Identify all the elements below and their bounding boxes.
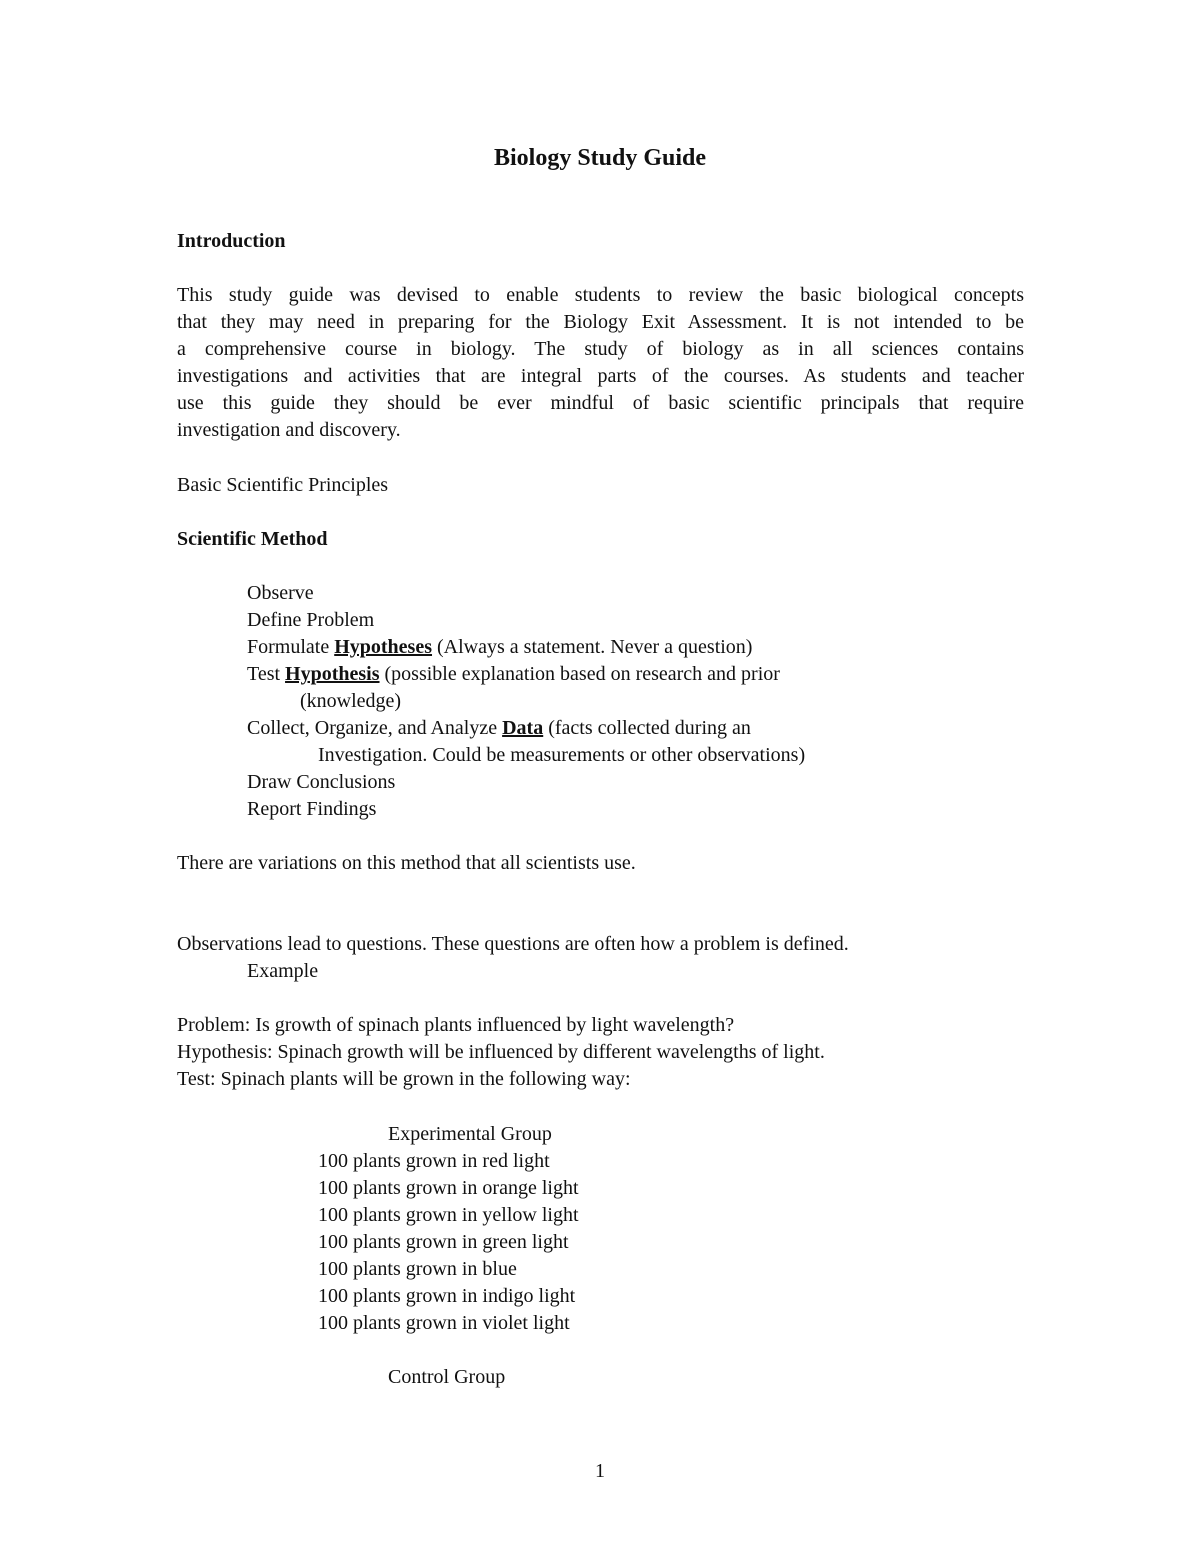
term-hypotheses: Hypotheses	[334, 636, 433, 658]
experimental-group-item: 100 plants grown in green light	[318, 1231, 569, 1253]
term-hypothesis: Hypothesis	[285, 663, 380, 685]
scientific-method-heading: Scientific Method	[177, 528, 328, 550]
example-label: Example	[247, 960, 319, 982]
document-title: Biology Study Guide	[493, 145, 707, 171]
step-test-continuation: (knowledge)	[300, 690, 402, 712]
introduction-line: use this guide they should be ever mindful of basic scientific principals that require	[177, 392, 1024, 414]
step-formulate-prefix: Formulate	[247, 636, 335, 658]
step-collect-data	[247, 715, 751, 742]
step-test-hypothesis	[247, 661, 780, 688]
introduction-heading: Introduction	[177, 230, 286, 252]
introduction-line: investigation and discovery.	[177, 419, 401, 441]
experimental-group-heading: Experimental Group	[388, 1123, 552, 1145]
step-formulate-suffix: (Always a statement. Never a question)	[432, 636, 753, 658]
step-draw-conclusions: Draw Conclusions	[247, 771, 396, 793]
step-collect-continuation: Investigation. Could be measurements or other observations)	[318, 744, 806, 766]
page-number: 1	[595, 1460, 605, 1482]
step-test-suffix: (possible explanation based on research and prior	[379, 663, 780, 685]
step-observe: Observe	[247, 582, 314, 604]
observations-sentence: Observations lead to questions. These questions are often how a problem is defined.	[177, 933, 849, 955]
variations-note: There are variations on this method that all scientists use.	[177, 852, 636, 874]
introduction-line: that they may need in preparing for the Biology Exit Assessment. It is not intended to be	[177, 311, 1024, 333]
experimental-group-item: 100 plants grown in indigo light	[318, 1285, 576, 1307]
introduction-line: This study guide was devised to enable students to review the basic biological concepts	[177, 284, 1024, 306]
step-formulate-hypotheses	[247, 634, 752, 661]
step-report-findings: Report Findings	[247, 798, 377, 820]
experimental-group-item: 100 plants grown in yellow light	[318, 1204, 579, 1226]
term-data: Data	[502, 717, 544, 739]
step-collect-prefix: Collect, Organize, and Analyze	[247, 717, 503, 739]
step-collect-suffix: (facts collected during an	[543, 717, 751, 739]
step-define-problem: Define Problem	[247, 609, 375, 631]
example-test: Test: Spinach plants will be grown in the following way:	[177, 1068, 631, 1090]
control-group-heading: Control Group	[388, 1366, 506, 1388]
experimental-group-item: 100 plants grown in red light	[318, 1150, 550, 1172]
step-test-prefix: Test	[247, 663, 286, 685]
experimental-group-item: 100 plants grown in orange light	[318, 1177, 579, 1199]
introduction-line: a comprehensive course in biology. The study of biology as in all sciences contains	[177, 338, 1024, 360]
introduction-line: investigations and activities that are integral parts of the courses. As students and teacher	[177, 365, 1024, 387]
experimental-group-item: 100 plants grown in violet light	[318, 1312, 570, 1334]
introduction-paragraph	[177, 282, 1024, 444]
basic-principles-label: Basic Scientific Principles	[177, 474, 389, 496]
experimental-group-item: 100 plants grown in blue	[318, 1258, 517, 1280]
example-problem: Problem: Is growth of spinach plants influenced by light wavelength?	[177, 1014, 735, 1036]
example-hypothesis: Hypothesis: Spinach growth will be influenced by different wavelengths of light.	[177, 1041, 825, 1063]
